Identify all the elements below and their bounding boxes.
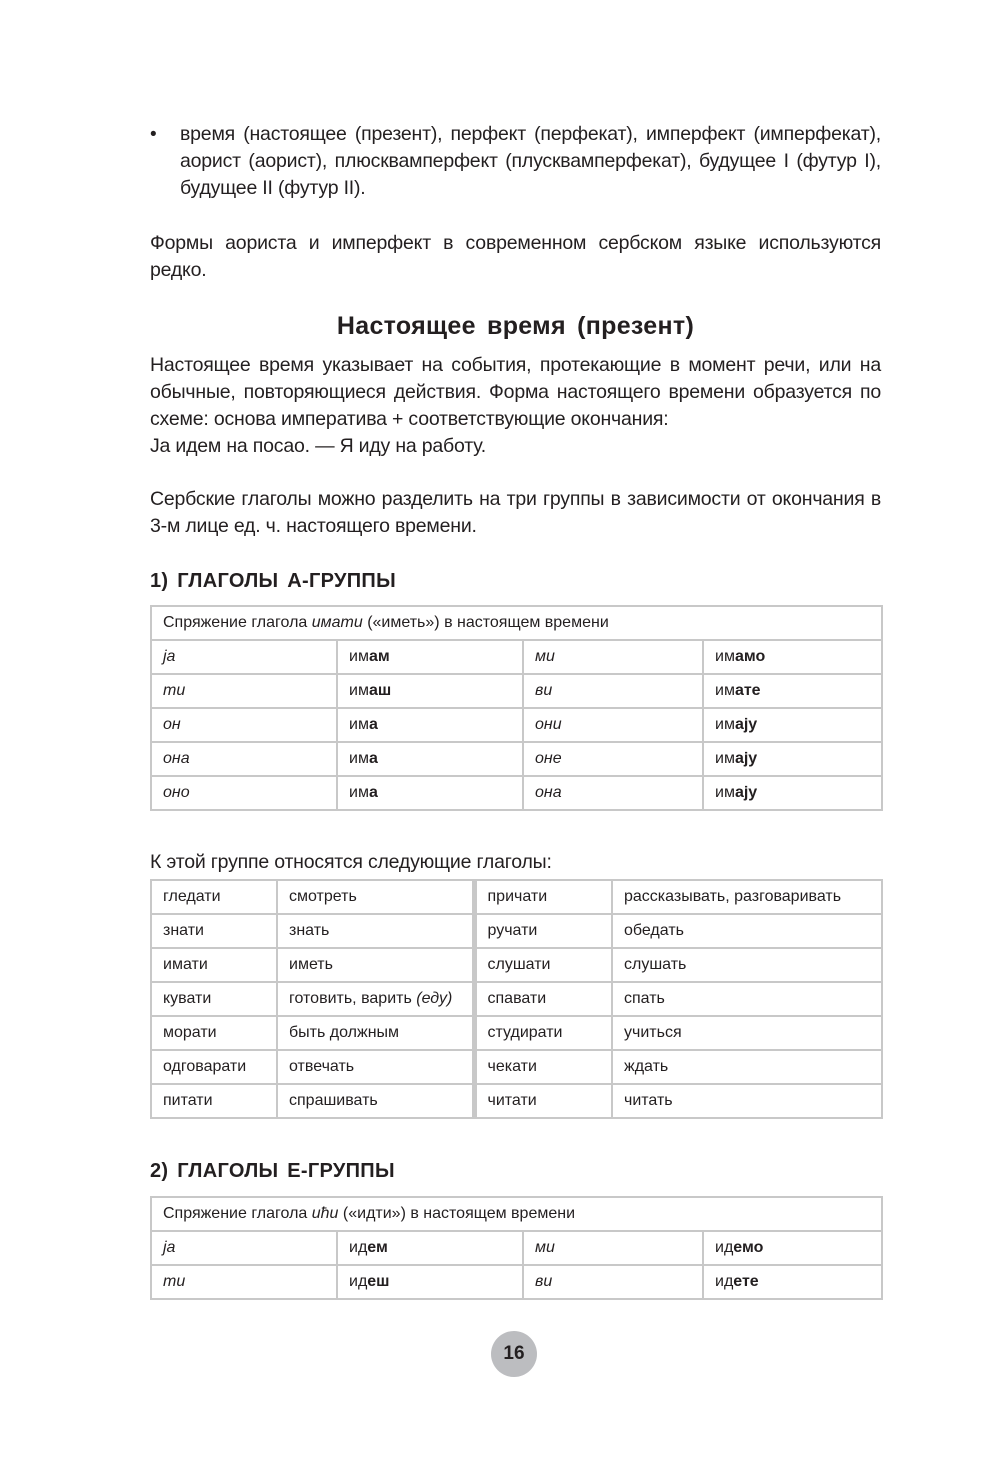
- table-caption: Спряжение глагола ићи («идти») в настоящем времени: [151, 1197, 882, 1231]
- pronoun-cell: ти: [151, 674, 337, 708]
- verbs-intro: К этой группе относятся следующие глаголы:: [150, 851, 552, 873]
- serbian-verb: имати: [151, 948, 277, 982]
- ending: емо: [733, 1239, 764, 1256]
- serbian-verb: морати: [151, 1016, 277, 1050]
- table-row: [151, 742, 882, 776]
- serbian-verb: одговарати: [151, 1050, 277, 1084]
- russian-translation: ждать: [612, 1050, 882, 1084]
- ending: ете: [733, 1273, 759, 1290]
- table-row: [151, 674, 882, 708]
- russian-translation: учиться: [612, 1016, 882, 1050]
- verb-form-cell: има: [337, 776, 523, 810]
- verb-form-cell: имају: [703, 742, 882, 776]
- russian-translation: отвечать: [277, 1050, 474, 1084]
- serbian-verb: читати: [474, 1084, 612, 1118]
- pronoun-cell: оне: [523, 742, 703, 776]
- russian-translation: иметь: [277, 948, 474, 982]
- verb-form-cell: имамо: [703, 640, 882, 674]
- pronoun-cell: оно: [151, 776, 337, 810]
- serbian-verb: причати: [474, 880, 612, 914]
- pronoun-cell: ви: [523, 674, 703, 708]
- table-row: [151, 1050, 882, 1084]
- russian-translation: спать: [612, 982, 882, 1016]
- table-caption-row: [151, 606, 882, 640]
- serbian-verb: ручати: [474, 914, 612, 948]
- verb-form-cell: идемо: [703, 1231, 882, 1265]
- table-row: [151, 1016, 882, 1050]
- bullet-text: время (настоящее (презент), перфект (перфекат), имперфект (имперфекат), аорист (аорист), плюсквамперфект (плусквамперфекат), будущее I (футур I), будущее II (футур II).: [180, 123, 881, 199]
- ending: ате: [734, 682, 761, 699]
- ending: а: [368, 750, 378, 767]
- group2-heading: 2) ГЛАГОЛЫ Е-ГРУППЫ: [150, 1160, 395, 1182]
- conjugation-table-imati: [150, 605, 883, 811]
- table-row: [151, 880, 882, 914]
- table-row: [151, 982, 882, 1016]
- caption-verb: ићи: [311, 1205, 339, 1222]
- bullet-icon: •: [150, 124, 157, 145]
- pronoun-cell: они: [523, 708, 703, 742]
- pronoun-cell: ми: [523, 640, 703, 674]
- ending: амо: [734, 648, 766, 665]
- serbian-verb: питати: [151, 1084, 277, 1118]
- conjugation-table-ici: [150, 1196, 883, 1300]
- verb-form-cell: имам: [337, 640, 523, 674]
- verb-form-cell: идеш: [337, 1265, 523, 1299]
- ending: аш: [368, 682, 392, 699]
- russian-translation: готовить, варить (еду): [277, 982, 474, 1016]
- example-sentence: Ја идем на посао. — Я иду на работу.: [150, 435, 486, 457]
- ending: ају: [734, 750, 758, 767]
- intro-note: Формы аориста и имперфект в современном сербском языке используются редко.: [150, 232, 881, 281]
- pronoun-cell: она: [151, 742, 337, 776]
- verb-form-cell: има: [337, 742, 523, 776]
- ending: ају: [734, 716, 758, 733]
- ending: ају: [734, 784, 758, 801]
- groups-intro: Сербские глаголы можно разделить на три группы в зависимости от окончания в 3-м лице ед. ч. настоящего времени.: [150, 488, 881, 537]
- table-caption: Спряжение глагола имати («иметь») в настоящем времени: [151, 606, 882, 640]
- a-group-verbs-table: [150, 879, 883, 1119]
- serbian-verb: слушати: [474, 948, 612, 982]
- table-row: [151, 776, 882, 810]
- russian-translation: быть должным: [277, 1016, 474, 1050]
- page-number-badge: 16: [491, 1331, 537, 1377]
- ending: а: [368, 716, 378, 733]
- table-row: [151, 948, 882, 982]
- russian-translation: слушать: [612, 948, 882, 982]
- serbian-verb: чекати: [474, 1050, 612, 1084]
- russian-translation: спрашивать: [277, 1084, 474, 1118]
- verb-form-cell: има: [337, 708, 523, 742]
- russian-translation: знать: [277, 914, 474, 948]
- table-row: [151, 708, 882, 742]
- section-title: Настоящее время (презент): [336, 312, 695, 340]
- russian-translation: рассказывать, разговаривать: [612, 880, 882, 914]
- russian-translation: обедать: [612, 914, 882, 948]
- pronoun-cell: ја: [151, 640, 337, 674]
- verb-form-cell: имаш: [337, 674, 523, 708]
- description-text: Настоящее время указывает на события, протекающие в момент речи, или на обычные, повторяющиеся действия. Форма настоящего времени образуется по схеме: основа императива + соответствующие окончания:: [150, 354, 881, 430]
- verb-form-cell: имају: [703, 776, 882, 810]
- serbian-verb: спавати: [474, 982, 612, 1016]
- list-item: [150, 121, 881, 202]
- table-row: [151, 640, 882, 674]
- ending: ем: [367, 1239, 388, 1256]
- verb-form-cell: идем: [337, 1231, 523, 1265]
- serbian-verb: знати: [151, 914, 277, 948]
- pronoun-cell: ви: [523, 1265, 703, 1299]
- ending: ам: [368, 648, 390, 665]
- caption-verb: имати: [311, 614, 363, 631]
- pronoun-cell: он: [151, 708, 337, 742]
- russian-translation: читать: [612, 1084, 882, 1118]
- table-row: [151, 1084, 882, 1118]
- pronoun-cell: ти: [151, 1265, 337, 1299]
- pronoun-cell: она: [523, 776, 703, 810]
- table-caption-row: [151, 1197, 882, 1231]
- pronoun-cell: ја: [151, 1231, 337, 1265]
- serbian-verb: студирати: [474, 1016, 612, 1050]
- tense-bullet-list: [150, 121, 881, 202]
- russian-translation: смотреть: [277, 880, 474, 914]
- table-row: [151, 914, 882, 948]
- group1-heading: 1) ГЛАГОЛЫ А-ГРУППЫ: [150, 570, 396, 592]
- section-description: [150, 352, 881, 460]
- serbian-verb: гледати: [151, 880, 277, 914]
- pronoun-cell: ми: [523, 1231, 703, 1265]
- ending: а: [368, 784, 378, 801]
- table-row: [151, 1265, 882, 1299]
- ending: еш: [367, 1273, 390, 1290]
- verb-form-cell: имате: [703, 674, 882, 708]
- verb-form-cell: имају: [703, 708, 882, 742]
- verb-form-cell: идете: [703, 1265, 882, 1299]
- serbian-verb: кувати: [151, 982, 277, 1016]
- table-row: [151, 1231, 882, 1265]
